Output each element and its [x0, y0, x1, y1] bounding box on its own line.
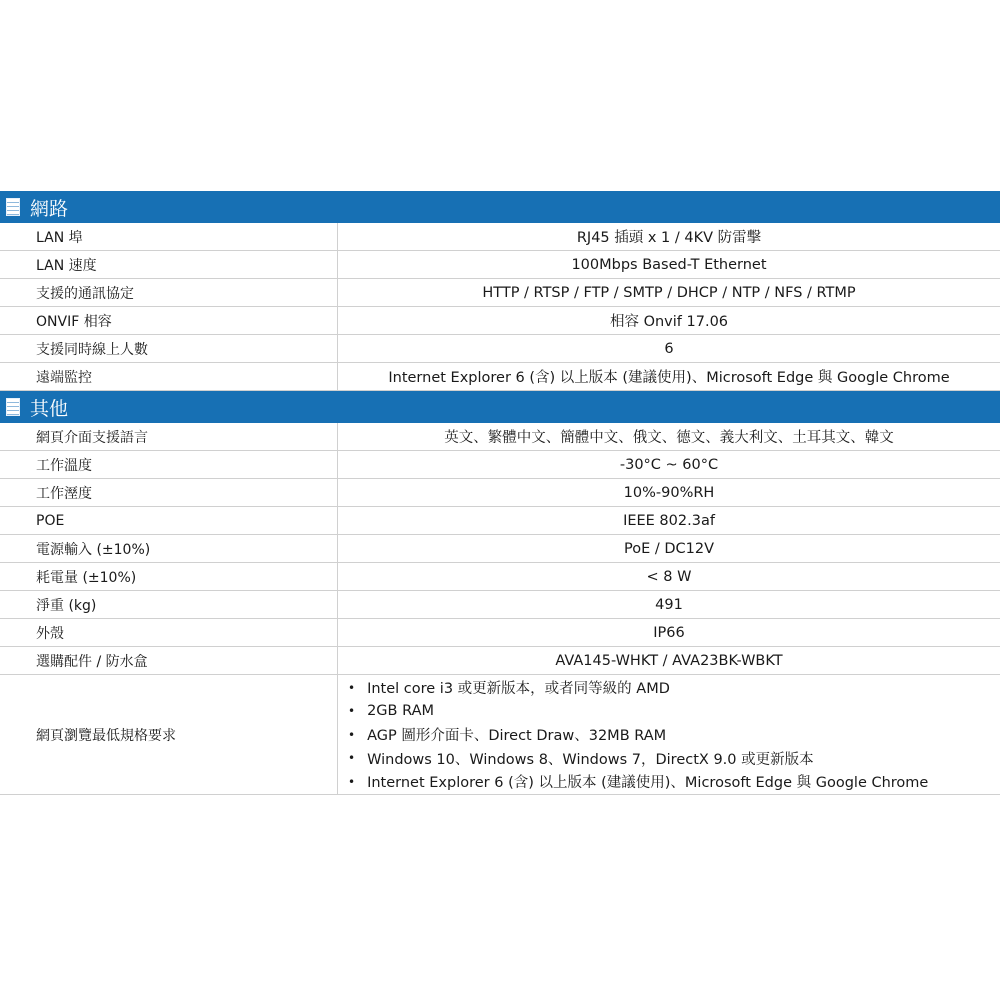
bullet-icon: •	[348, 751, 356, 765]
list-icon	[6, 398, 20, 416]
spec-value: RJ45 插頭 x 1 / 4KV 防雷擊	[576, 230, 762, 246]
spec-value: HTTP / RTSP / FTP / SMTP / DHCP / NTP / NFS / RTMP	[482, 284, 856, 301]
spec-table	[0, 191, 1000, 795]
spec-label: 淨重 (kg)	[0, 591, 338, 618]
spec-label: 支援同時線上人數	[0, 335, 338, 362]
list-item	[348, 770, 928, 794]
spec-label: 網頁介面支援語言	[0, 423, 338, 450]
section-title: 其他	[30, 397, 69, 420]
spec-value: -30°C ~ 60°C	[619, 456, 719, 473]
spec-value: AVA145-WHKT / AVA23BK-WBKT	[555, 652, 783, 669]
spec-row-lan-port	[0, 223, 1000, 251]
spec-label: LAN 速度	[0, 251, 338, 278]
spec-row-operating-humidity	[0, 479, 1000, 507]
spec-row-net-weight	[0, 591, 1000, 619]
spec-label: 工作溫度	[0, 451, 338, 478]
spec-value: 英文、繁體中文、簡體中文、俄文、德文、義大利文、土耳其文、韓文	[444, 430, 894, 446]
list-item-text: Windows 10、Windows 8、Windows 7，DirectX 9.0 或更新版本	[367, 751, 814, 768]
spec-value: IP66	[653, 624, 685, 641]
spec-value: 10%-90%RH	[623, 484, 715, 501]
spec-row-protocols	[0, 279, 1000, 307]
list-item	[348, 746, 928, 770]
list-item	[348, 699, 928, 723]
spec-value: Internet Explorer 6 (含) 以上版本 (建議使用)、Microsoft Edge 與 Google Chrome	[388, 370, 950, 386]
section-header-other	[0, 391, 1000, 423]
spec-label: 選購配件 / 防水盒	[0, 647, 338, 674]
spec-label: 工作溼度	[0, 479, 338, 506]
spec-row-operating-temperature	[0, 451, 1000, 479]
spec-row-ui-languages	[0, 423, 1000, 451]
spec-label: 遠端監控	[0, 363, 338, 390]
bullet-icon: •	[348, 774, 356, 789]
list-item-text: Intel core i3 或更新版本，或者同等級的 AMD	[367, 681, 670, 697]
bullet-icon: •	[348, 704, 356, 718]
spec-value: 6	[664, 340, 674, 357]
spec-row-housing	[0, 619, 1000, 647]
spec-row-concurrent-users	[0, 335, 1000, 363]
spec-row-power-consumption	[0, 563, 1000, 591]
list-item-text: 2GB RAM	[367, 703, 435, 719]
spec-label: 電源輸入 (±10%)	[0, 535, 338, 562]
spec-row-browser-requirements	[0, 675, 1000, 795]
spec-value	[338, 675, 1000, 794]
list-item	[348, 723, 928, 747]
spec-label: 外殼	[0, 619, 338, 646]
spec-value: 相容 Onvif 17.06	[609, 314, 729, 330]
spec-label: 耗電量 (±10%)	[0, 563, 338, 590]
list-icon	[6, 198, 20, 216]
spec-row-poe	[0, 507, 1000, 535]
spec-row-lan-speed	[0, 251, 1000, 279]
list-item	[348, 676, 928, 700]
spec-value: IEEE 802.3af	[623, 512, 715, 529]
spec-label: LAN 埠	[0, 223, 338, 250]
spec-row-power-input	[0, 535, 1000, 563]
list-item-text: Internet Explorer 6 (含) 以上版本 (建議使用)、Microsoft Edge 與 Google Chrome	[367, 775, 929, 791]
section-header-network	[0, 191, 1000, 223]
spec-row-accessories	[0, 647, 1000, 675]
section-title: 網路	[30, 197, 69, 220]
spec-row-remote-monitoring	[0, 363, 1000, 391]
bullet-icon: •	[348, 680, 356, 695]
spec-value: < 8 W	[646, 568, 692, 585]
bullet-icon: •	[348, 727, 356, 742]
spec-label: 網頁瀏覽最低規格要求	[0, 675, 338, 794]
spec-row-onvif	[0, 307, 1000, 335]
spec-label: POE	[0, 507, 338, 534]
spec-label: ONVIF 相容	[0, 307, 338, 334]
requirements-list	[338, 676, 928, 794]
list-item-text: AGP 圖形介面卡、Direct Draw、32MB RAM	[367, 728, 667, 744]
spec-label: 支援的通訊協定	[0, 279, 338, 306]
spec-value: 491	[655, 596, 683, 613]
spec-value: PoE / DC12V	[623, 540, 715, 557]
spec-value: 100Mbps Based-T Ethernet	[571, 256, 767, 273]
